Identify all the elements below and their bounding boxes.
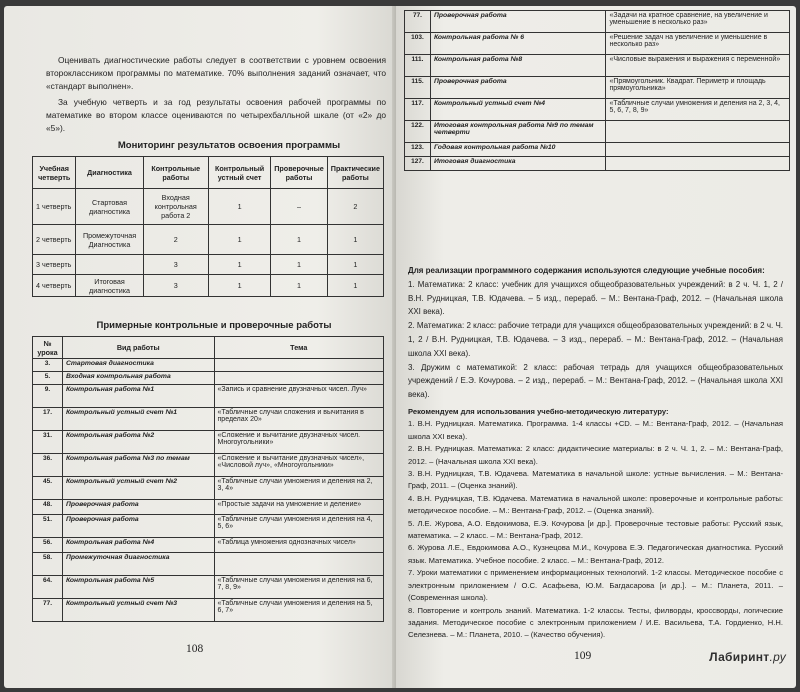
table-row [405,143,790,157]
work-kind: Проверочная работа [62,500,214,515]
practical-cell: 1 [327,255,383,275]
work-theme: «Решение задач на увеличение и уменьшение в несколько раз» [606,33,790,55]
list-item: 2. Математика: 2 класс: рабочие тетради для учащихся общеобразовательных учреждений: в 2 ч. Ч. 1, 2 / В.Н. Рудницкая, Т.В. Юдачева. – 3 изд., перераб. – М.: Вентана-Граф, 2012. – (Начальная школа XXI века). [408,321,783,358]
header-cell: Практические работы [327,157,383,189]
control-table [32,336,384,622]
header-cell: Контрольный устный счет [208,157,270,189]
lesson-number: 111. [405,55,431,77]
check-cell: 1 [271,225,328,255]
lesson-number: 36. [33,454,63,477]
lesson-number: 123. [405,143,431,157]
lesson-number: 115. [405,77,431,99]
list-item: 8. Повторение и контроль знаний. Математика. 1-2 классы. Тесты, филворды, кроссворды, логические задания. Методическое пособие с электронным приложением / И.Е. Васильева, Т.А. Гордиенко, Н.Н. Селезнева. – М.: Планета, 2010. – (Качество обучения). [408,605,783,640]
practical-cell: 2 [327,189,383,225]
work-kind: Контрольная работа № 6 [430,33,606,55]
work-theme [606,121,790,143]
lesson-number: 58. [33,553,63,576]
textbooks-heading: Для реализации программного содержания используются следующие учебные пособия: [408,266,765,275]
table-row [33,515,384,538]
lesson-number: 77. [405,11,431,33]
literature-section [408,406,783,642]
work-kind: Контрольная работа №8 [430,55,606,77]
page-number: 108 [186,643,204,655]
lesson-number: 17. [33,408,63,431]
work-theme: «Табличные случаи умножения и деления на 6, 7, 8, 9» [214,576,383,599]
table-row [33,275,384,297]
header-cell: Тема [214,337,383,359]
table-row [405,157,790,171]
textbooks-section [408,264,783,402]
work-kind: Контрольный устный счет №3 [62,599,214,622]
table-row [33,538,384,553]
lesson-number: 122. [405,121,431,143]
intro-text [46,54,386,137]
table-row [33,431,384,454]
work-theme: «Сложение и вычитание двузначных чисел», «Числовой луч», «Многоугольники» [214,454,383,477]
lesson-number: 5. [33,372,63,385]
header-cell: Диагностика [76,157,143,189]
quarter-cell: 3 четверть [33,255,76,275]
lesson-number: 48. [33,500,63,515]
labirint-watermark [709,650,786,664]
list-item: 3. В.Н. Рудницкая, Т.В. Юдачева. Математика в начальной школе: устные вычисления. – М.: Вентана-Граф, 2011. – (Оценка знаний). [408,469,783,491]
lesson-number: 127. [405,157,431,171]
work-kind: Стартовая диагностика [62,359,214,372]
oral-cell: 1 [208,275,270,297]
work-theme: «Табличные случаи умножения и деления на 5, 6, 7» [214,599,383,622]
work-theme [214,359,383,372]
work-kind: Итоговая диагностика [430,157,606,171]
lesson-number: 56. [33,538,63,553]
oral-cell: 1 [208,189,270,225]
lesson-number: 117. [405,99,431,121]
work-kind: Проверочная работа [430,11,606,33]
work-theme: «Сложение и вычитание двузначных чисел. Многоугольники» [214,431,383,454]
table-row [33,553,384,576]
quarter-cell: 2 четверть [33,225,76,255]
work-kind: Контрольная работа №1 [62,385,214,408]
lesson-number: 77. [33,599,63,622]
list-item: 2. В.Н. Рудницкая. Математика: 2 класс: дидактические материалы: в 2 ч. Ч. 1, 2. – М.: Вентана-Граф, 2012. – (Начальная школа XXI века). [408,444,783,466]
table-row [405,99,790,121]
header-cell: Проверочные работы [271,157,328,189]
control-table-continued [404,10,790,171]
work-theme [214,372,383,385]
table-row [33,576,384,599]
work-kind: Входная контрольная работа [62,372,214,385]
header-cell: № урока [33,337,63,359]
lesson-number: 31. [33,431,63,454]
control-title: Примерные контрольные и проверочные работы [96,320,332,331]
work-kind: Контрольный устный счет №2 [62,477,214,500]
oral-cell: 1 [208,225,270,255]
work-kind: Промежуточная диагностика [62,553,214,576]
page-number: 109 [574,650,592,662]
quarter-cell: 4 четверть [33,275,76,297]
work-theme: «Табличные случаи умножения и деления на 2, 3, 4» [214,477,383,500]
work-theme: «Запись и сравнение двузначных чисел. Луч» [214,385,383,408]
table-row [33,372,384,385]
table-row [33,189,384,225]
control-cell: 2 [143,225,208,255]
left-page [4,6,396,688]
check-cell: – [271,189,328,225]
intro-paragraph: За учебную четверть и за год результаты освоения рабочей программы по математике во втором классе оцениваются по четырехбалльной шкале (от «2» до «5»). [46,96,386,134]
table-row [33,385,384,408]
literature-heading: Рекомендуем для использования учебно-методическую литературу: [408,407,669,416]
control-cell: 3 [143,255,208,275]
work-kind: Контрольный устный счет №1 [62,408,214,431]
header-cell: Контрольные работы [143,157,208,189]
work-theme: «Табличные случаи умножения и деления на 4, 5, 6» [214,515,383,538]
diag-cell: Промежуточная Диагностика [76,225,143,255]
right-page [396,6,796,688]
list-item: 5. Л.Е. Журова, А.О. Евдокимова, Е.Э. Кочурова [и др.]. Проверочные тестовые работы: Русский язык, математика. – 2 класс. – М.: Вентана-Граф, 2012. [408,518,783,541]
list-item: 1. В.Н. Рудницкая. Математика. Программа. 1-4 классы +CD. – М.: Вентана-Граф, 2012. – (Начальная школа XXI века). [408,419,783,441]
table-row [33,359,384,372]
work-kind: Контрольный устный счет №4 [430,99,606,121]
work-kind: Годовая контрольная работа №10 [430,143,606,157]
work-kind: Контрольная работа №5 [62,576,214,599]
header-cell: Учебная четверть [33,157,76,189]
work-theme: «Числовые выражения и выражения с переменной» [606,55,790,77]
list-item: 3. Дружим с математикой: 2 класс: рабочая тетрадь для учащихся общеобразовательных учреждений / Е.Э. Кочурова. – 2 изд., перераб. – М.: Вентана-Граф, 2012. – (Начальная школа XXI века). [408,362,783,400]
work-theme [606,143,790,157]
check-cell: 1 [271,275,328,297]
lesson-number: 45. [33,477,63,500]
diag-cell: Итоговая диагностика [76,275,143,297]
diag-cell [76,255,143,275]
list-item: 4. В.Н. Рудницкая, Т.В. Юдачева. Математика в начальной школе: проверочные и контрольные работы: методическое пособие. – М.: Вентана-Граф, 2012. – (Оценка знаний). [408,493,783,516]
control-cell: 3 [143,275,208,297]
table-row [33,454,384,477]
list-item: 1. Математика: 2 класс: учебник для учащихся общеобразовательных учреждений: в 2 ч. Ч. 1, 2 / В.Н. Рудницкая, Т.В. Юдачева. – 5 изд., перераб. – М.: Вентана-Граф, 2012. – (Начальная школа XXI века). [408,279,783,317]
work-theme: «Прямоугольник. Квадрат. Периметр и площадь прямоугольника» [606,77,790,99]
intro-paragraph: Оценивать диагностические работы следует в соответствии с уровнем освоения второклассником программы по математике. 70% выполнения заданий означает, что «стандарт выполнен». [46,55,386,92]
table-row [405,11,790,33]
watermark-brand: Лабиринт [709,650,770,664]
monitoring-table [32,156,384,297]
table-row [33,408,384,431]
list-item: 7. Уроки математики с применением информационных технологий. 1-2 классы. Методическое пособие с электронным приложением / О.С. Асафьева, Ю.М. Багдасарова [и др.]. – М.: Планета, 2011. – (Современная школа). [408,568,783,603]
work-kind: Контрольная работа №2 [62,431,214,454]
monitoring-title: Мониторинг результатов освоения программы [117,140,341,151]
lesson-number: 9. [33,385,63,408]
work-theme: «Табличные случаи умножения и деления на 2, 3, 4, 5, 6, 7, 8, 9» [606,99,790,121]
list-item: 6. Журова Л.Е., Евдокимова А.О., Кузнецова М.И., Кочурова Е.Э. Педагогическая диагностика. Русский язык. Математика. Учебное пособие. 2 класс. – М.: Вентана-Граф, 2012. [408,543,783,565]
work-kind: Контрольная работа №3 по темам [62,454,214,477]
practical-cell: 1 [327,275,383,297]
table-row [33,599,384,622]
oral-cell: 1 [208,255,270,275]
practical-cell: 1 [327,225,383,255]
diag-cell: Стартовая диагностика [76,189,143,225]
work-kind: Проверочная работа [430,77,606,99]
work-theme: «Задачи на кратное сравнение, на увеличение и уменьшение в несколько раз» [606,11,790,33]
work-theme: «Простые задачи на умножение и деление» [214,500,383,515]
work-theme [214,553,383,576]
lesson-number: 3. [33,359,63,372]
lesson-number: 103. [405,33,431,55]
table-row [405,55,790,77]
check-cell: 1 [271,255,328,275]
header-cell: Вид работы [62,337,214,359]
table-row [405,77,790,99]
table-row [33,477,384,500]
control-cell: Входная контрольная работа 2 [143,189,208,225]
work-theme: «Табличные случаи сложения и вычитания в пределах 20» [214,408,383,431]
quarter-cell: 1 четверть [33,189,76,225]
work-kind: Проверочная работа [62,515,214,538]
work-kind: Контрольная работа №4 [62,538,214,553]
work-theme [606,157,790,171]
work-kind: Итоговая контрольная работа №9 по темам четверти [430,121,606,143]
table-row [33,500,384,515]
work-theme: «Таблица умножения однозначных чисел» [214,538,383,553]
table-row [33,255,384,275]
table-row [405,121,790,143]
table-row [33,225,384,255]
lesson-number: 51. [33,515,63,538]
watermark-domain: .ру [769,650,786,664]
lesson-number: 64. [33,576,63,599]
table-row [405,33,790,55]
